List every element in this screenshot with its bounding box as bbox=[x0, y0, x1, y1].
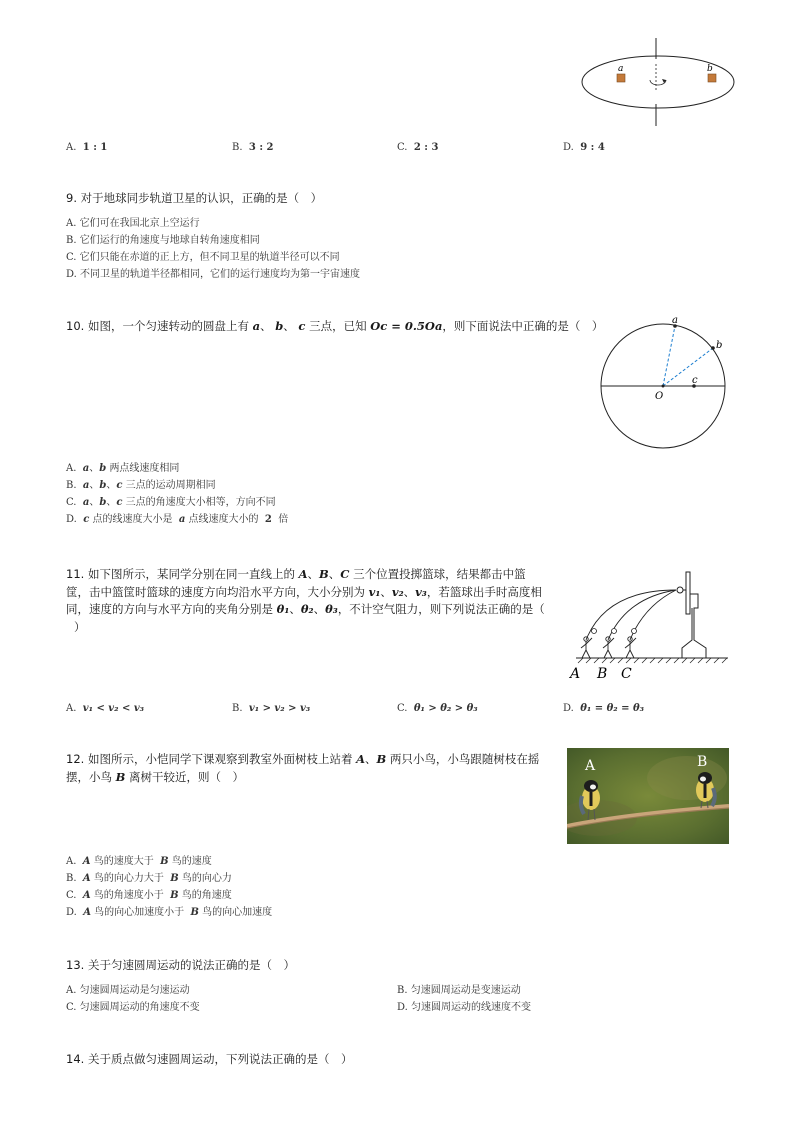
q9-stem: 9. 对于地球同步轨道卫星的认识，正确的是（ ） bbox=[66, 191, 323, 205]
q8-option-d[interactable]: D. 9 : 4 bbox=[563, 142, 605, 153]
q13-stem: 13. 关于匀速圆周运动的说法正确的是（ ） bbox=[66, 958, 295, 972]
q10-fig-c: c bbox=[692, 375, 698, 386]
q10-disk-figure bbox=[598, 312, 738, 452]
q10-option-b[interactable]: B. a、b、c 三点的运动周期相同 bbox=[66, 480, 216, 491]
q11-option-d[interactable]: D. θ₁ = θ₂ = θ₃ bbox=[563, 703, 645, 714]
q8-option-b[interactable]: B. 3 : 2 bbox=[232, 142, 274, 153]
q10-option-c[interactable]: C. a、b、c 三点的角速度大小相等，方向不同 bbox=[66, 497, 276, 508]
q14-stem: 14. 关于质点做匀速圆周运动，下列说法正确的是（ ） bbox=[66, 1052, 353, 1066]
q9-option-c[interactable]: C. 它们只能在赤道的正上方，但不同卫星的轨道半径可以不同 bbox=[66, 252, 340, 263]
q11-option-a[interactable]: A. v₁ < v₂ < v₃ bbox=[66, 703, 145, 714]
q10-fig-a: a bbox=[672, 315, 678, 326]
q13-option-a[interactable]: A. 匀速圆周运动是匀速运动 bbox=[66, 985, 190, 996]
q8-option-a[interactable]: A. 1 : 1 bbox=[66, 142, 108, 153]
q12-fig-A: A bbox=[585, 758, 596, 774]
q10-fig-b: b bbox=[716, 340, 723, 351]
q12-stem: 12. 如图所示，小恺同学下课观察到教室外面树枝上站着 A、B 两只小鸟，小鸟跟随树枝在摇 摆，小鸟 B 离树干较近，则（ ） bbox=[66, 752, 540, 784]
q12-option-a[interactable]: A. A 鸟的速度大于 B 鸟的速度 bbox=[66, 856, 212, 867]
q10-fig-o: O bbox=[655, 391, 664, 402]
q11-fig-B: B bbox=[597, 666, 608, 682]
q10-formula: Oc = 0.5Oa bbox=[370, 319, 443, 333]
q12-option-c[interactable]: C. A 鸟的角速度小于 B 鸟的角速度 bbox=[66, 890, 232, 901]
q11-stem: 11. 如下图所示，某同学分别在同一直线上的 A、B、C 三个位置投掷篮球，结果都击中篮 筐，击中篮筐时篮球的速度方向均沿水平方向，大小分别为 v₁、v₂、v₃，若篮球出手时高度相 同，速度的方向与水平方向的夹角分别是 θ₁、θ₂、θ₃，不计空气阻力，则下列说法正确的是（ ） bbox=[66, 567, 545, 634]
q9-option-b[interactable]: B. 它们运行的角速度与地球自转角速度相同 bbox=[66, 235, 260, 246]
q8-option-c[interactable]: C. 2 : 3 bbox=[397, 142, 439, 153]
q10-stem: 10. 如图，一个匀速转动的圆盘上有 a、 b、 c 三点，已知 Oc = 0.5Oa，则下面说法中正确的是（ ） bbox=[66, 319, 604, 333]
q10-option-d[interactable]: D. c 点的线速度大小是 a 点线速度大小的 2 倍 bbox=[66, 514, 289, 525]
q8-turntable-figure bbox=[578, 36, 738, 130]
q10-option-a[interactable]: A. a、b 两点线速度相同 bbox=[66, 463, 180, 474]
q11-fig-C: C bbox=[621, 666, 632, 682]
q13-option-b[interactable]: B. 匀速圆周运动是变速运动 bbox=[397, 985, 521, 996]
q8-label-b: b bbox=[707, 64, 713, 74]
q12-option-b[interactable]: B. A 鸟的向心力大于 B 鸟的向心力 bbox=[66, 873, 232, 884]
q13-option-d[interactable]: D. 匀速圆周运动的线速度不变 bbox=[397, 1002, 532, 1013]
q13-option-c[interactable]: C. 匀速圆周运动的角速度不变 bbox=[66, 1002, 200, 1013]
q9-option-a[interactable]: A. 它们可在我国北京上空运行 bbox=[66, 218, 200, 229]
q8-label-a: a bbox=[618, 64, 624, 74]
q12-fig-B: B bbox=[697, 754, 708, 770]
q12-birds-photo bbox=[567, 748, 729, 844]
q11-option-c[interactable]: C. θ₁ > θ₂ > θ₃ bbox=[397, 703, 478, 714]
q12-option-d[interactable]: D. A 鸟的向心加速度小于 B 鸟的向心加速度 bbox=[66, 907, 273, 918]
q9-option-d[interactable]: D. 不同卫星的轨道半径都相同，它们的运行速度均为第一宇宙速度 bbox=[66, 269, 361, 280]
q11-fig-A: A bbox=[570, 666, 581, 682]
q11-option-b[interactable]: B. v₁ > v₂ > v₃ bbox=[232, 703, 311, 714]
q11-basketball-figure bbox=[566, 568, 736, 684]
